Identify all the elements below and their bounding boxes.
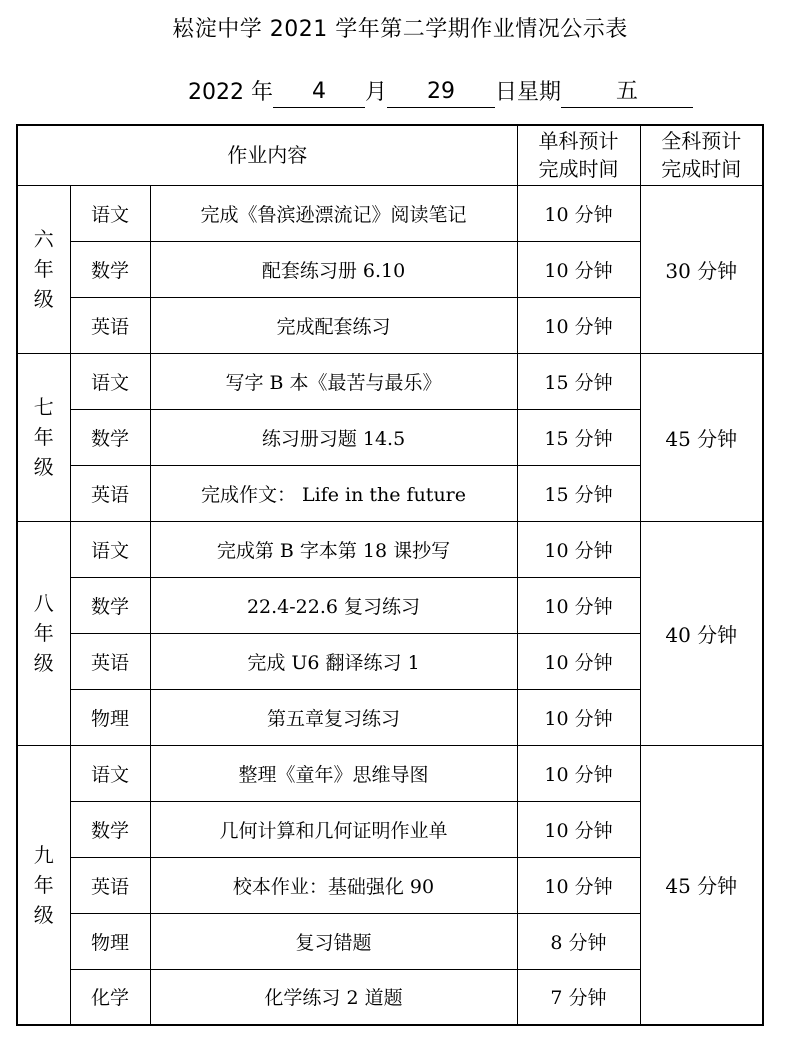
single-time-cell: 10 分钟 — [517, 745, 640, 801]
grade-char: 级 — [33, 455, 54, 479]
date-month-value: 4 — [273, 77, 365, 108]
homework-table — [16, 124, 764, 1026]
subject-cell: 物理 — [70, 913, 150, 969]
date-month-label: 月 — [364, 80, 387, 105]
subject-cell: 数学 — [70, 801, 150, 857]
date-day-label: 日星期 — [495, 80, 562, 105]
grade-char: 年 — [33, 257, 54, 281]
single-time-cell: 15 分钟 — [517, 409, 640, 465]
single-time-cell: 10 分钟 — [517, 801, 640, 857]
table-row — [17, 353, 763, 409]
task-cell: 配套练习册 6.10 — [150, 241, 517, 297]
task-cell: 校本作业：基础强化 90 — [150, 857, 517, 913]
header-total-line2: 完成时间 — [661, 157, 742, 182]
grade-char: 年 — [33, 425, 54, 449]
subject-cell: 英语 — [70, 857, 150, 913]
subject-cell: 物理 — [70, 689, 150, 745]
grade-cell — [17, 521, 70, 745]
header-total-line1: 全科预计 — [661, 129, 742, 154]
grade-cell — [17, 185, 70, 353]
grade-char: 级 — [33, 287, 54, 311]
grade-char: 七 — [33, 395, 54, 419]
task-cell: 几何计算和几何证明作业单 — [150, 801, 517, 857]
single-time-cell: 10 分钟 — [517, 857, 640, 913]
subject-cell: 语文 — [70, 185, 150, 241]
subject-cell: 数学 — [70, 241, 150, 297]
subject-cell: 数学 — [70, 409, 150, 465]
table-row — [17, 521, 763, 577]
grade-cell — [17, 353, 70, 521]
header-row — [17, 125, 763, 185]
subject-cell: 化学 — [70, 969, 150, 1025]
grade-char: 九 — [33, 842, 54, 867]
date-weekday-value: 五 — [561, 77, 693, 108]
total-time-cell: 30 分钟 — [640, 185, 763, 353]
date-year: 2022 年 — [188, 80, 273, 105]
grade-char: 年 — [33, 621, 54, 645]
date-line — [188, 74, 693, 108]
table-row — [17, 185, 763, 241]
single-time-cell: 15 分钟 — [517, 353, 640, 409]
grade-char: 六 — [33, 227, 54, 251]
total-time-cell: 45 分钟 — [640, 745, 763, 1025]
date-day-value: 29 — [387, 77, 495, 108]
page-title: 崧淀中学 2021 学年第二学期作业情况公示表 — [172, 17, 628, 42]
single-time-cell: 15 分钟 — [517, 465, 640, 521]
subject-cell: 英语 — [70, 465, 150, 521]
total-time-cell: 40 分钟 — [640, 521, 763, 745]
grade-char: 八 — [33, 591, 54, 615]
single-time-cell: 10 分钟 — [517, 689, 640, 745]
subject-cell: 英语 — [70, 633, 150, 689]
single-time-cell: 10 分钟 — [517, 521, 640, 577]
task-cell: 复习错题 — [150, 913, 517, 969]
task-cell: 22.4-22.6 复习练习 — [150, 577, 517, 633]
single-time-cell: 8 分钟 — [517, 913, 640, 969]
subject-cell: 英语 — [70, 297, 150, 353]
subject-cell: 语文 — [70, 521, 150, 577]
homework-table-body — [17, 125, 763, 1025]
task-cell: 完成配套练习 — [150, 297, 517, 353]
single-time-cell: 10 分钟 — [517, 185, 640, 241]
header-single-line2: 完成时间 — [538, 157, 619, 182]
single-time-cell: 10 分钟 — [517, 633, 640, 689]
single-time-cell: 10 分钟 — [517, 577, 640, 633]
grade-char: 级 — [33, 902, 54, 927]
subject-cell: 语文 — [70, 745, 150, 801]
task-cell: 完成《鲁滨逊漂流记》阅读笔记 — [150, 185, 517, 241]
task-cell: 完成第 B 字本第 18 课抄写 — [150, 521, 517, 577]
task-cell: 整理《童年》思维导图 — [150, 745, 517, 801]
grade-cell — [17, 745, 70, 1025]
task-cell: 第五章复习练习 — [150, 689, 517, 745]
grade-char: 级 — [33, 651, 54, 675]
task-cell: 练习册习题 14.5 — [150, 409, 517, 465]
table-row — [17, 745, 763, 801]
subject-cell: 数学 — [70, 577, 150, 633]
single-time-cell: 10 分钟 — [517, 241, 640, 297]
total-time-cell: 45 分钟 — [640, 353, 763, 521]
task-cell: 完成作文： Life in the future — [150, 465, 517, 521]
header-content: 作业内容 — [17, 125, 517, 185]
single-time-cell: 10 分钟 — [517, 297, 640, 353]
task-cell: 完成 U6 翻译练习 1 — [150, 633, 517, 689]
task-cell: 化学练习 2 道题 — [150, 969, 517, 1025]
grade-char: 年 — [33, 872, 54, 897]
header-single-line1: 单科预计 — [538, 129, 619, 154]
subject-cell: 语文 — [70, 353, 150, 409]
header-total-time — [640, 125, 763, 185]
header-single-time — [517, 125, 640, 185]
task-cell: 写字 B 本《最苦与最乐》 — [150, 353, 517, 409]
single-time-cell: 7 分钟 — [517, 969, 640, 1025]
